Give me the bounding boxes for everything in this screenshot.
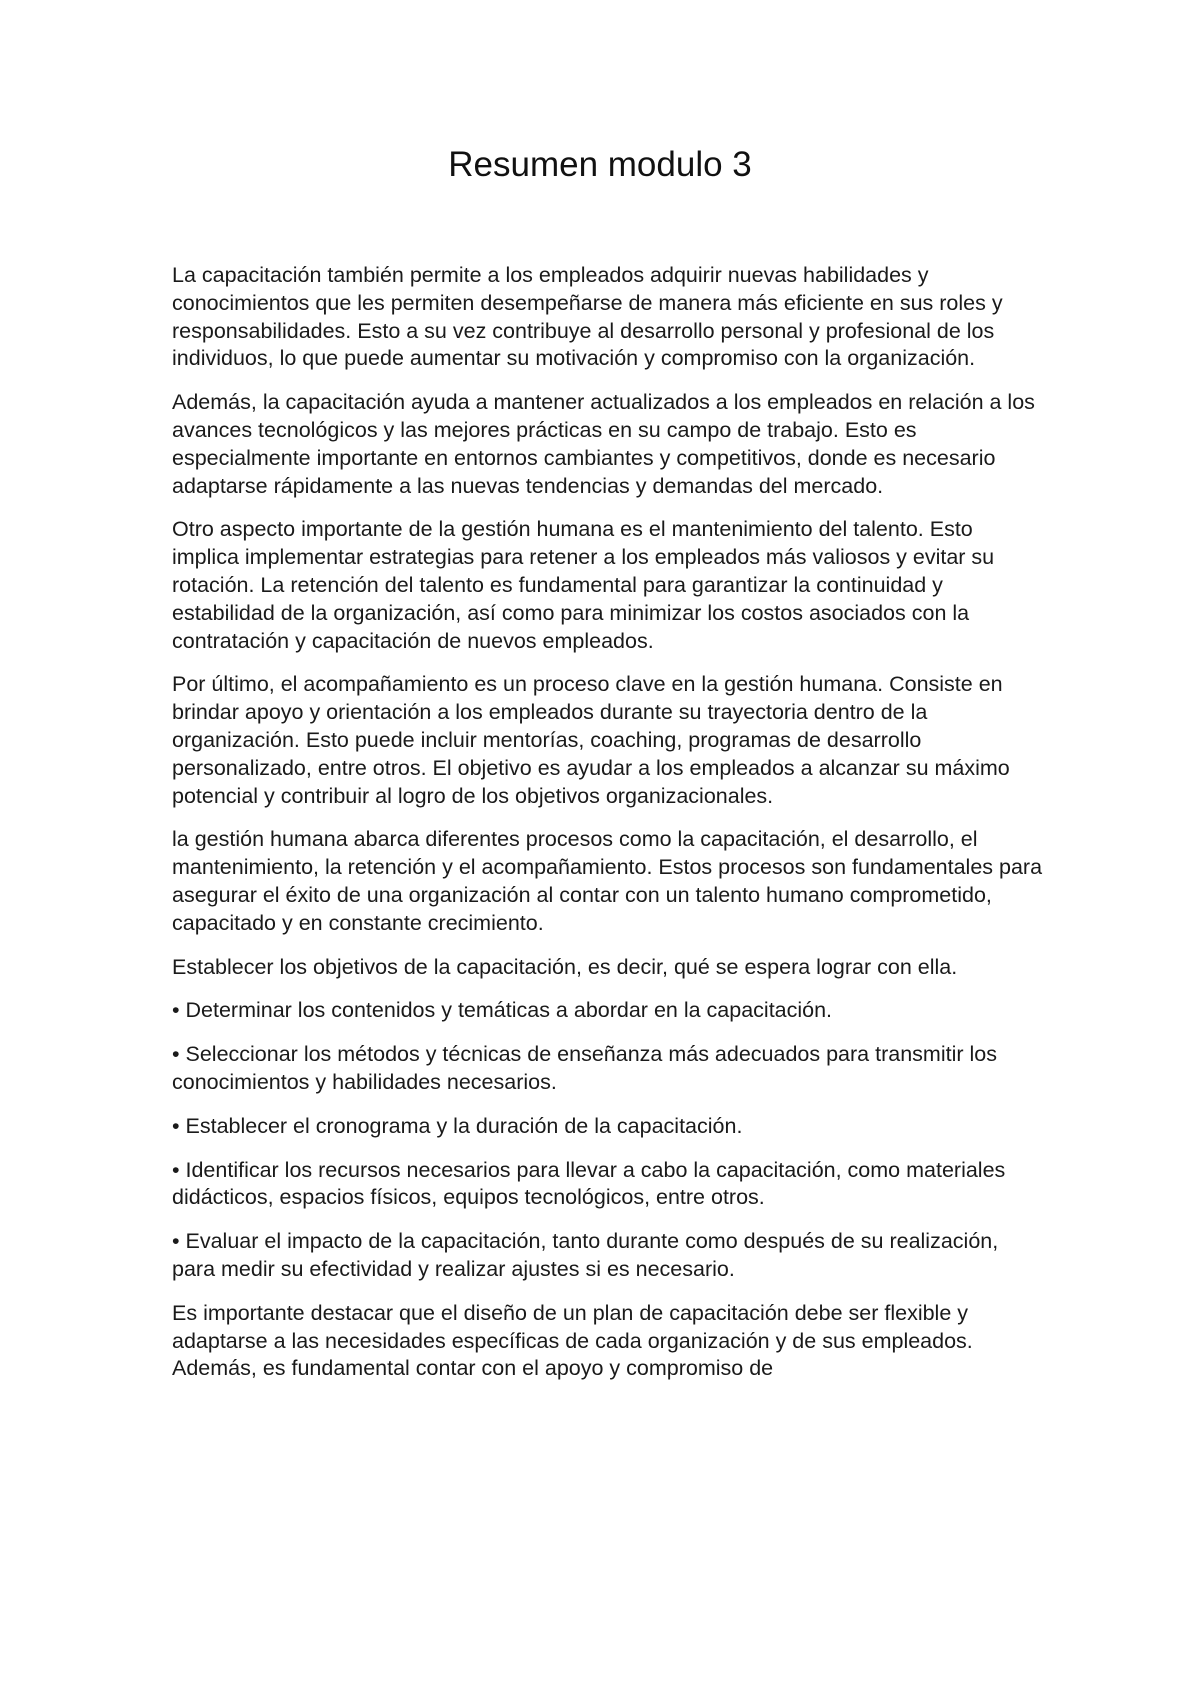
list-item-recursos: • Identificar los recursos necesarios para llevar a cabo la capacitación, como materiales didácticos, espacios físicos, equipos tecnológicos, entre otros.	[172, 1157, 1006, 1210]
paragraph-conclusion: Es importante destacar que el diseño de un plan de capacitación debe ser flexible y adaptarse a las necesidades específicas de cada organización y de sus empleados. Además, es fundamental contar con el apoyo y compromiso de	[172, 1300, 973, 1381]
paragraph-gestion-humana: la gestión humana abarca diferentes procesos como la capacitación, el desarrollo, el mantenimiento, la retención y el acompañamiento. Estos procesos son fundamentales para asegurar el éxito de una organización al contar con un talento humano comprometido, capacitado y en constante crecimiento.	[172, 827, 1043, 935]
list-item-metodos: • Seleccionar los métodos y técnicas de enseñanza más adecuados para transmitir los conocimientos y habilidades necesarios.	[172, 1042, 997, 1094]
paragraph-actualizacion: Además, la capacitación ayuda a mantener actualizados a los empleados en relación a los avances tecnológicos y las mejores prácticas en su campo de trabajo. Esto es especialmente importante en entornos cambiantes y competitivos, donde es necesario adaptarse rápidamente a las nuevas tendencias y demandas del mercado.	[172, 390, 1035, 498]
paragraph-objetivos: Establecer los objetivos de la capacitación, es decir, qué se espera lograr con ella.	[172, 954, 958, 979]
list-item-evaluacion: • Evaluar el impacto de la capacitación, tanto durante como después de su realización, para medir su efectividad y realizar ajustes si es necesario.	[172, 1229, 999, 1281]
paragraph-acompanamiento: Por último, el acompañamiento es un proceso clave en la gestión humana. Consiste en brindar apoyo y orientación a los empleados durante su trayectoria dentro de la organización. Esto puede incluir mentorías, coaching, programas de desarrollo personalizado, entre otros. El objetivo es ayudar a los empleados a alcanzar su máximo potencial y contribuir al logro de los objetivos organizacionales.	[172, 672, 1010, 808]
paragraph-mantenimiento: Otro aspecto importante de la gestión humana es el mantenimiento del talento. Esto implica implementar estrategias para retener a los empleados más valiosos y evitar su rotación. La retención del talento es fundamental para garantizar la continuidad y estabilidad de la organización, así como para minimizar los costos asociados con la contratación y capacitación de nuevos empleados.	[172, 517, 995, 653]
list-item-cronograma: • Establecer el cronograma y la duración de la capacitación.	[172, 1113, 743, 1138]
paragraph-capacitacion: La capacitación también permite a los empleados adquirir nuevas habilidades y conocimientos que les permiten desempeñarse de manera más eficiente en sus roles y responsabilidades. Esto a su vez contribuye al desarrollo personal y profesional de los individuos, lo que puede aumentar su motivación y compromiso con la organización.	[172, 263, 1003, 371]
list-item-contenidos: • Determinar los contenidos y temáticas a abordar en la capacitación.	[172, 998, 833, 1023]
document-title: Resumen modulo 3	[448, 145, 752, 184]
document-body	[172, 262, 1044, 1399]
